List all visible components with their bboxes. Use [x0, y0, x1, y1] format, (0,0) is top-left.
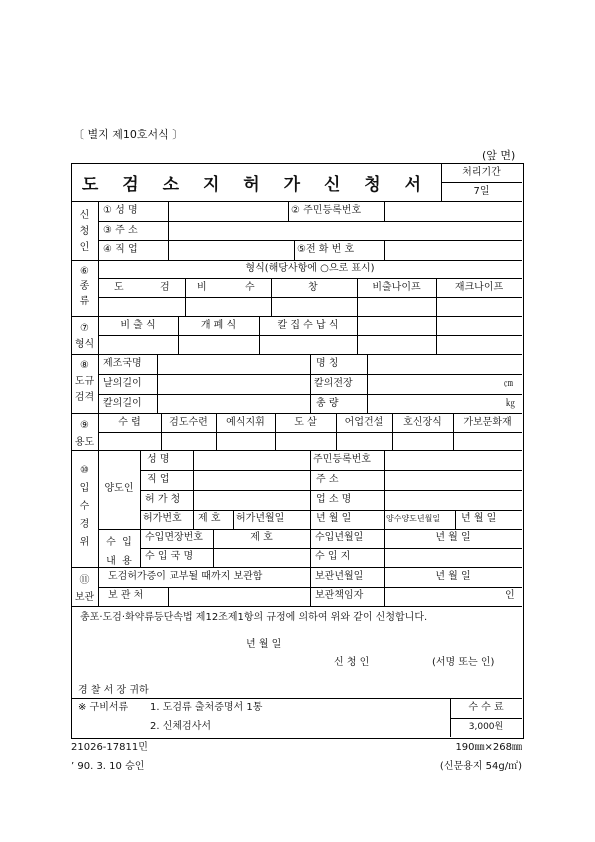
kind-label: ⑥ 종 류	[79, 266, 90, 307]
use-selfdefense: 호신장식	[403, 417, 442, 428]
acq-import-no-value: 제 호	[250, 532, 273, 543]
acq-import-no-label: 수입면장번호	[145, 532, 203, 543]
statement-text: 총포·도검·화약류등단속법 제12조제1항의 규정에 의하여 위와 같이 신청합니다.	[80, 612, 428, 623]
fee-value: 3,000원	[468, 722, 504, 732]
spec-name-label: 명 칭	[316, 358, 339, 369]
paper-weight: (신문용지 54g/㎡)	[439, 761, 522, 772]
docs-label: ※ 구비서류	[78, 702, 129, 713]
kind-item-bi: 비	[197, 282, 207, 293]
use-kendo: 검도수련	[169, 417, 208, 428]
spec-blade-label: 날의길이	[103, 378, 142, 389]
spec-handle-label: 칼의길이	[103, 398, 142, 409]
acq-permit-no-label: 허가번호	[143, 513, 182, 524]
keep-date-label: 보관년월일	[315, 571, 364, 582]
acq-permit-date-label: 허가년월일	[236, 513, 285, 524]
spec-weight-unit: ㎏	[506, 399, 516, 409]
statement-sign-label: (서명 또는 인)	[432, 657, 495, 668]
spec-total-unit: ㎝	[504, 379, 514, 389]
acq-permit-office-label: 허 가 청	[145, 494, 181, 505]
approval-date: ’ 90. 3. 10 승인	[71, 761, 145, 772]
acq-business-label: 업 소 명	[316, 494, 352, 505]
spec-weight-label: 총 량	[316, 398, 339, 409]
kind-item-do: 도	[114, 282, 124, 293]
keep-label: ⑪ 보관	[74, 575, 95, 603]
use-hunting: 수 렵	[118, 417, 141, 428]
keep-seal-mark: 인	[505, 590, 515, 601]
doc-item-1: 1. 도검류 출처증명서 1통	[150, 702, 263, 713]
acq-name-label: 성 명	[147, 454, 170, 465]
keep-place-label: 보 관 처	[108, 590, 144, 601]
applicant-label: 신 청 인	[79, 210, 90, 253]
form-number: 〔 별지 제10호서식 〕	[73, 128, 184, 141]
applicant-job-label: ④ 직 업	[103, 244, 138, 255]
kind-item-chang: 창	[308, 282, 318, 293]
acq-import-label: 수 입 내 용	[106, 537, 132, 567]
form7-kaljip: 칼 집 수 납 식	[277, 320, 339, 331]
statement-date: 년 월 일	[246, 639, 282, 650]
acq-import-country-label: 수 입 국 명	[145, 551, 194, 562]
kind-form-label: 형식(해당사항에 ○으로 표시)	[245, 263, 375, 274]
form-code: 21026-17811민	[71, 742, 148, 753]
applicant-phone-label: ⑤전 화 번 호	[297, 244, 355, 255]
acq-transfer-date-label: 양수양도년월일	[386, 514, 441, 523]
applicant-address-label: ③ 주 소	[103, 225, 138, 236]
acq-transfer-date-value: 년 월 일	[461, 513, 497, 524]
keep-date-value: 년 월 일	[435, 571, 471, 582]
paper-size: 190㎜×268㎜	[455, 742, 522, 753]
period-label: 처리기간	[462, 167, 501, 178]
form7-bichul: 비 출 식	[120, 320, 156, 331]
use-heirloom: 가보문화재	[463, 417, 512, 428]
spec-total-label: 칼의전장	[314, 378, 353, 389]
spec-maker-label: 제조국명	[103, 358, 142, 369]
use-slaughter: 도 살	[294, 417, 317, 428]
acq-address-label: 주 소	[316, 474, 339, 485]
kind-item-geom: 검	[160, 282, 170, 293]
acq-permit-no-value: 제 호	[198, 513, 221, 524]
statement-addressee: 경 찰 서 장 귀하	[78, 685, 149, 696]
acq-label: ⑩ 입 수 경 위	[79, 465, 90, 548]
period-value: 7일	[473, 186, 490, 197]
acq-import-date-value: 년 월 일	[435, 532, 471, 543]
applicant-id-label: ② 주민등록번호	[291, 205, 362, 216]
kind-item-bichul: 비출나이프	[372, 282, 421, 293]
form7-label: ⑦ 형식	[74, 323, 95, 350]
keep-person-label: 보관책임자	[315, 590, 364, 601]
acq-id-label: 주민등록번호	[313, 454, 371, 465]
keep-note: 도검허가증이 교부될 때까지 보관함	[108, 571, 263, 582]
form-title: 도 검 소 지 허 가 신 청 서	[81, 175, 431, 195]
page-side: (앞 면)	[482, 149, 516, 162]
kind-item-jack: 재크나이프	[454, 282, 504, 293]
acq-permit-date-value: 년 월 일	[316, 513, 352, 524]
kind-item-su: 수	[245, 282, 255, 293]
applicant-name-label: ① 성 명	[103, 205, 138, 216]
use-ceremony: 예식지휘	[226, 417, 265, 428]
spec-label: ⑧ 도규 검격	[74, 360, 95, 403]
statement-applicant-label: 신 청 인	[334, 657, 370, 668]
acq-transfer-label: 양도인	[104, 483, 134, 494]
acq-import-place-label: 수 입 지	[315, 551, 351, 562]
doc-item-2: 2. 신체검사서	[150, 721, 212, 732]
form7-gaepye: 개 폐 식	[200, 320, 237, 331]
acq-import-date-label: 수입년월일	[315, 532, 364, 543]
fee-label: 수 수 료	[468, 702, 504, 713]
use-fishery: 어업건설	[344, 417, 384, 428]
use-label: ⑨ 용도	[74, 420, 95, 448]
acq-job-label: 직 업	[147, 474, 170, 485]
